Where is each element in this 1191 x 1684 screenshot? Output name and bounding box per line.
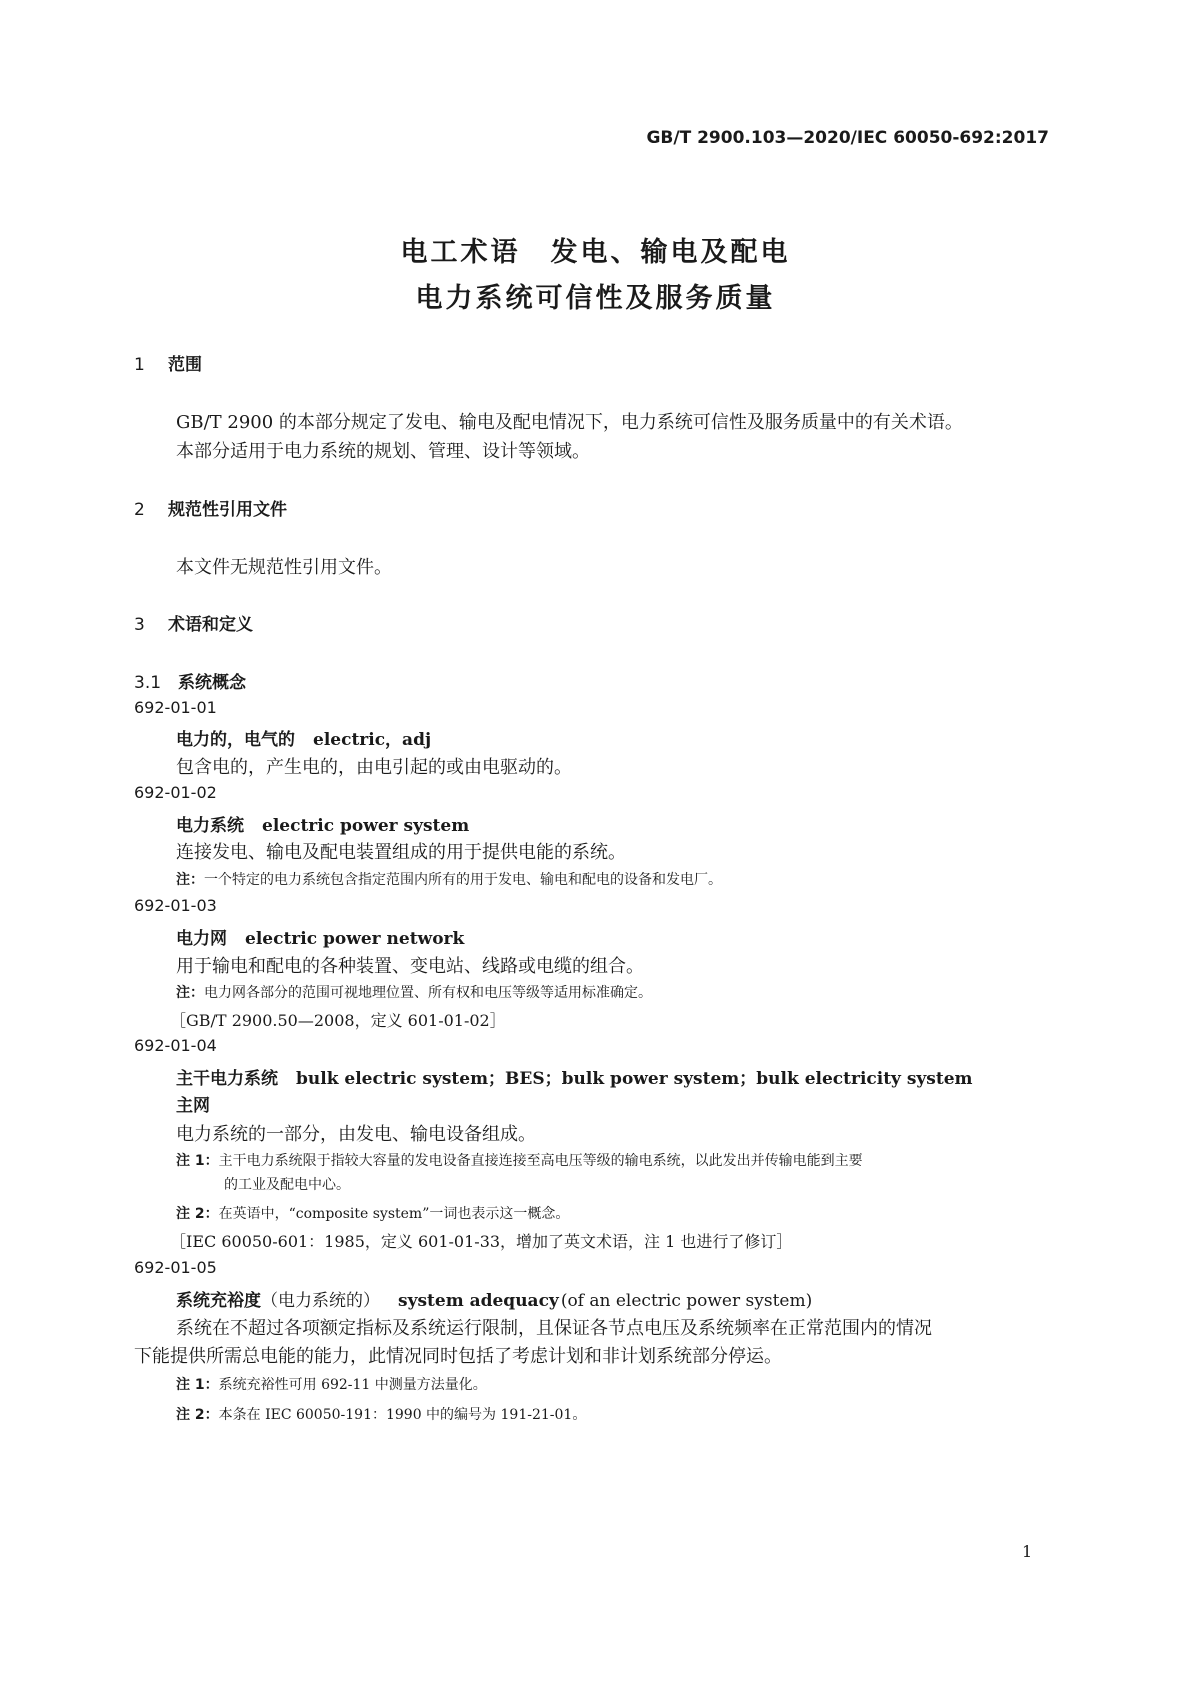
entry-id: 692-01-03 [134,896,217,915]
definition: 连接发电、输电及配电装置组成的用于提供电能的系统。 [176,842,626,863]
definition: 包含电的，产生电的，由电引起的或由电驱动的。 [176,757,572,778]
entry-id: 692-01-02 [134,783,217,802]
document-title-line-1: 电工术语 发电、输电及配电 [400,237,791,268]
term-english: system adequacy [398,1291,559,1311]
page-number: 1 [1022,1542,1033,1561]
section-number: 1 [134,355,145,375]
section-title: 术语和定义 [168,615,253,635]
term-chinese: 主干电力系统 [176,1069,278,1089]
note-label: 注： [176,872,204,888]
term-english-qualifier: (of an electric power system) [560,1291,813,1311]
scope-paragraph-2: 本部分适用于电力系统的规划、管理、设计等领域。 [176,441,590,462]
section-title: 范围 [168,355,202,375]
term-line [176,1286,812,1311]
term-english: electric，adj [313,730,432,750]
section-number: 3 [134,615,145,635]
note-2 [176,1203,569,1223]
definition: 用于输电和配电的各种装置、变电站、线路或电缆的组合。 [176,956,644,977]
definition-line-1: 系统在不超过各项额定指标及系统运行限制，且保证各节点电压及系统频率在正常范围内的情况 [176,1318,932,1339]
section-number: 2 [134,500,145,520]
term-line [176,924,464,949]
entry-id: 692-01-05 [134,1258,217,1277]
standard-code: GB/T 2900.103—2020/IEC 60050-692:2017 [646,128,1049,148]
note-text: 主干电力系统限于指较大容量的发电设备直接连接至高电压等级的输电系统，以此发出并传输电能到主要 [218,1153,863,1169]
subsection-3-1-heading [134,668,246,693]
term-line [176,1064,973,1089]
section-title: 规范性引用文件 [168,500,287,520]
term-chinese-alt: 主网 [176,1096,210,1116]
note-label: 注： [176,985,204,1001]
note-text: 系统充裕性可用 692-11 中测量方法量化。 [218,1377,487,1393]
note-1 [176,1374,487,1394]
document-title-line-2: 电力系统可信性及服务质量 [415,283,776,314]
term-chinese: 系统充裕度 [176,1291,261,1311]
normative-references-paragraph: 本文件无规范性引用文件。 [176,557,392,578]
definition: 电力系统的一部分，由发电、输电设备组成。 [176,1124,536,1145]
note-text: 在英语中，“composite system”一词也表示这一概念。 [218,1206,570,1222]
subsection-number: 3.1 [134,673,162,693]
note-1-continuation: 的工业及配电中心。 [224,1177,350,1193]
term-chinese-qualifier: （电力系统的） [261,1291,380,1311]
note-label: 注 2： [176,1206,219,1222]
note-2 [176,1404,586,1424]
source-reference: ［IEC 60050-601：1985，定义 601-01-33，增加了英文术语，注 1 也进行了修订］ [170,1232,793,1251]
term-line [176,725,431,750]
entry-id: 692-01-01 [134,698,217,717]
term-chinese: 电力的，电气的 [176,730,295,750]
note-1 [176,1150,863,1170]
note [176,982,652,1002]
note-label: 注 1： [176,1153,219,1169]
note-text: 电力网各部分的范围可视地理位置、所有权和电压等级等适用标准确定。 [204,985,652,1001]
term-line [176,811,469,836]
source-reference: ［GB/T 2900.50—2008，定义 601-01-02］ [170,1011,506,1030]
section-2-heading [134,495,287,520]
term-english: bulk electric system；BES；bulk power system；bulk electricity system [296,1069,973,1089]
note-text: 一个特定的电力系统包含指定范围内所有的用于发电、输电和配电的设备和发电厂。 [204,872,722,888]
note-text: 本条在 IEC 60050-191：1990 中的编号为 191-21-01。 [218,1407,587,1423]
note-label: 注 2： [176,1407,219,1423]
note [176,869,722,889]
entry-id: 692-01-04 [134,1036,217,1055]
section-1-heading [134,350,202,375]
section-3-heading [134,610,253,635]
term-english: electric power network [245,929,465,949]
term-line-alt [176,1091,210,1116]
scope-paragraph-1: GB/T 2900 的本部分规定了发电、输电及配电情况下，电力系统可信性及服务质量中的有关术语。 [176,412,963,433]
term-chinese: 电力系统 [176,816,244,836]
subsection-title: 系统概念 [178,673,246,693]
term-english: electric power system [262,816,470,836]
term-chinese: 电力网 [176,929,227,949]
definition-line-2: 下能提供所需总电能的能力，此情况同时包括了考虑计划和非计划系统部分停运。 [134,1346,782,1367]
note-label: 注 1： [176,1377,219,1393]
